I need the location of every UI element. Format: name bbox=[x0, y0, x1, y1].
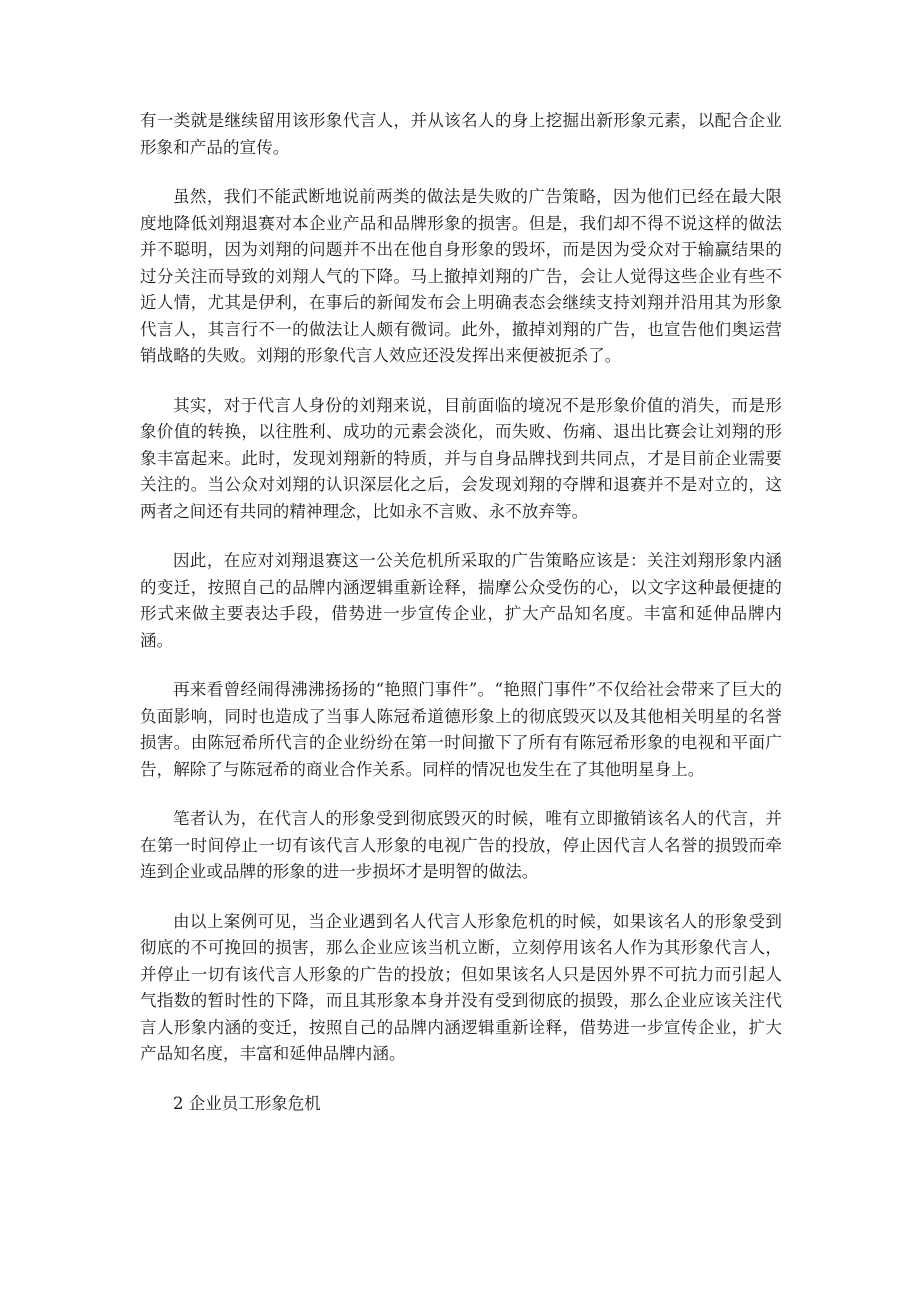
paragraph-5: 再来看曾经闹得沸沸扬扬的“艳照门事件”。“艳照门事件”不仅给社会带来了巨大的负面影响，同时也造成了当事人陈冠希道德形象上的彻底毁灭以及其他相关明星的名誉损害。由陈冠希所代言的企业纷纷在第一时间撤下了所有有陈冠希形象的电视和平面广告，解除了与陈冠希的商业合作关系。同样的情况也发生在了其他明星身上。 bbox=[140, 680, 782, 779]
paragraph-1: 有一类就是继续留用该形象代言人，并从该名人的身上挖掘出新形象元素，以配合企业形象和产品的宣传。 bbox=[140, 111, 782, 157]
document-body bbox=[140, 108, 782, 1117]
paragraph-3: 其实，对于代言人身份的刘翔来说，目前面临的境况不是形象价值的消失，而是形象价值的转换，以往胜利、成功的元素会淡化，而失败、伤痛、退出比赛会让刘翔的形象丰富起来。此时，发现刘翔新的特质，并与自身品牌找到共同点，才是目前企业需要关注的。当公众对刘翔的认识深层化之后，会发现刘翔的夺牌和退赛并不是对立的，这两者之间还有共同的精神理念，比如永不言败、永不放弃等。 bbox=[140, 395, 782, 521]
section-heading: 2 企业员工形象危机 bbox=[173, 1093, 321, 1113]
paragraph-7: 由以上案例可见，当企业遇到名人代言人形象危机的时候，如果该名人的形象受到彻底的不可挽回的损害，那么企业应该当机立断，立刻停用该名人作为其形象代言人，并停止一切有该代言人形象的广告的投放；但如果该名人只是因外界不可抗力而引起人气指数的暂时性的下降，而且其形象本身并没有受到彻底的损毁，那么企业应该关注代言人形象内涵的变迁，按照自己的品牌内涵逻辑重新诠释，借势进一步宣传企业，扩大产品知名度，丰富和延伸品牌内涵。 bbox=[140, 911, 782, 1063]
paragraph-4: 因此，在应对刘翔退赛这一公关危机所采取的广告策略应该是：关注刘翔形象内涵的变迁，按照自己的品牌内涵逻辑重新诠释，揣摩公众受伤的心，以文字这种最便捷的形式来做主要表达手段，借势进一步宣传企业，扩大产品知名度。丰富和延伸品牌内涵。 bbox=[140, 551, 782, 650]
paragraph-6: 笔者认为，在代言人的形象受到彻底毁灭的时候，唯有立即撤销该名人的代言，并在第一时间停止一切有该代言人形象的电视广告的投放，停止因代言人名誉的损毁而牵连到企业或品牌的形象的进一步损坏才是明智的做法。 bbox=[140, 809, 782, 881]
paragraph-2: 虽然，我们不能武断地说前两类的做法是失败的广告策略，因为他们已经在最大限度地降低刘翔退赛对本企业产品和品牌形象的损害。但是，我们却不得不说这样的做法并不聪明，因为刘翔的问题并不出在他自身形象的毁坏，而是因为受众对于输赢结果的过分关注而导致的刘翔人气的下降。马上撤掉刘翔的广告，会让人觉得这些企业有些不近人情，尤其是伊利，在事后的新闻发布会上明确表态会继续支持刘翔并沿用其为形象代言人，其言行不一的做法让人颇有微词。此外，撤掉刘翔的广告，也宣告他们奥运营销战略的失败。刘翔的形象代言人效应还没发挥出来便被扼杀了。 bbox=[140, 187, 782, 365]
